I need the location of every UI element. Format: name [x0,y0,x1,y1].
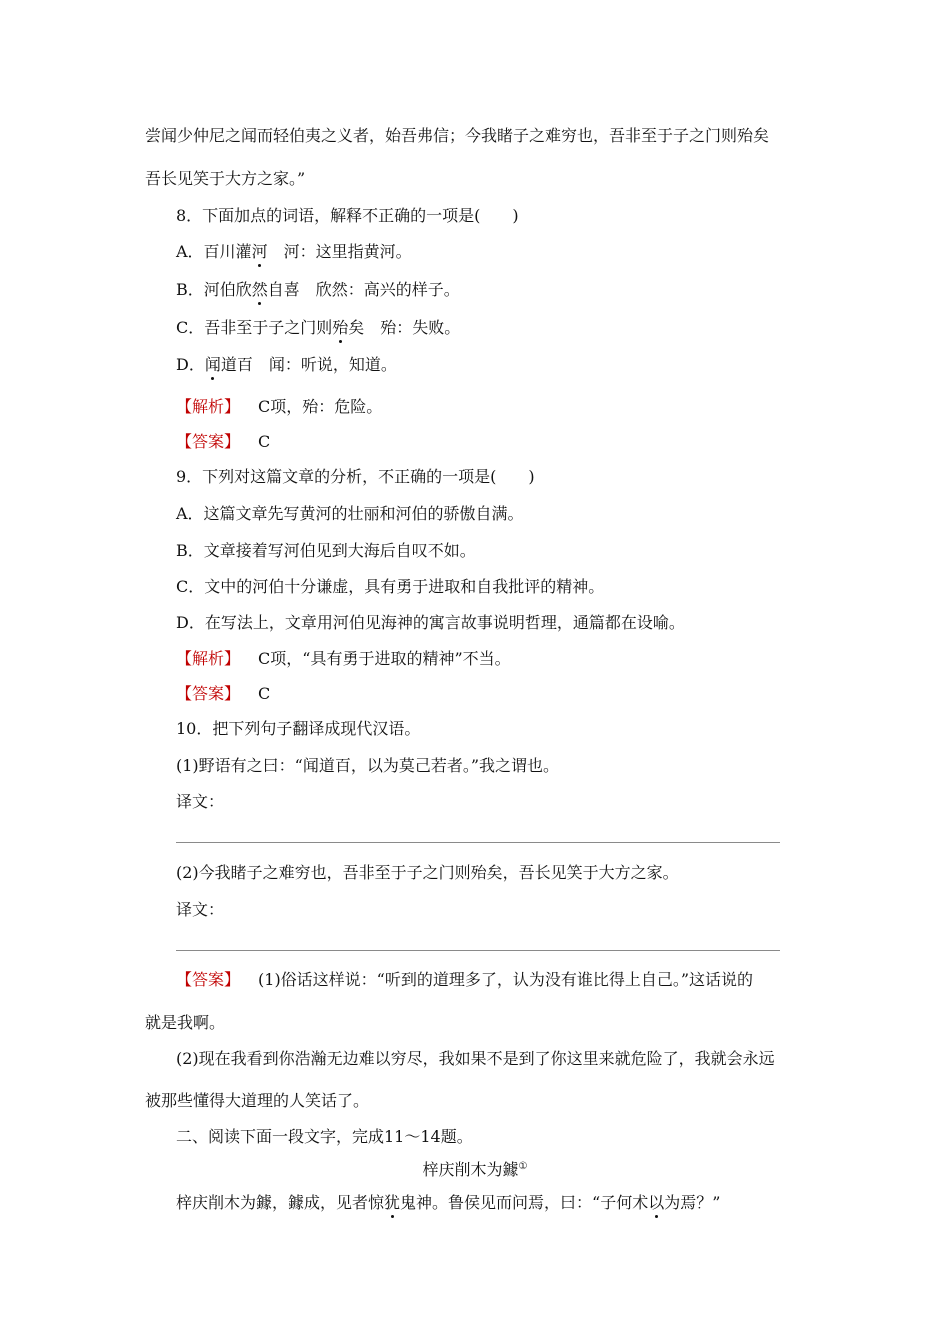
passage-text-3: 为焉？” [664,1193,721,1212]
q8-option-a [176,242,412,262]
q8-b-dotted-word: 然 [251,280,268,299]
q10-answer-line-2 [176,950,780,951]
q8-option-b [176,280,460,300]
q8-d-dotted-word: 闻 [204,355,221,374]
answer-tag: 【答案】 [176,432,241,451]
analysis-tag: 【解析】 [176,397,241,416]
q8-answer-text: C [258,432,271,451]
passage-dotted-word-1: 犹 [384,1193,401,1212]
intro-line-1: 尝闻少仲尼之闻而轻伯夷之义者，始吾弗信；今我睹子之难穷也，吾非至于子之门则殆矣 [145,126,770,145]
q9-stem: 9．下列对这篇文章的分析，不正确的一项是( ) [176,467,535,486]
q8-c-dotted-word: 殆 [332,318,349,337]
q10-stem: 10．把下列句子翻译成现代汉语。 [176,719,421,738]
q8-a-text: A．百川灌 [176,242,252,261]
q10-translation-label-2: 译文： [176,900,225,919]
q10-translation-label-1: 译文： [176,792,225,811]
q9-option-b: B．文章接着写河伯见到大海后自叹不如。 [176,541,476,560]
passage-title-text: 梓庆削木为鐻 [422,1160,519,1179]
q8-analysis [176,397,382,417]
intro-line-2: 吾长见笑于大方之家。” [145,169,306,188]
q10-sentence-2: (2)今我睹子之难穷也，吾非至于子之门则殆矣，吾长见笑于大方之家。 [176,863,679,882]
footnote-marker: ① [518,1161,528,1172]
q10-answer-1a-text: (1)俗话这样说：“听到的道理多了，认为没有谁比得上自己。”这话说的 [258,970,754,989]
q8-d-text: D． [176,355,205,374]
q8-option-c [176,318,460,338]
q8-option-d [176,355,397,375]
passage-text-1: 梓庆削木为鐻，鐻成，见者惊 [176,1193,385,1212]
q8-b-text: B．河伯欣 [176,280,252,299]
q8-a-dotted-word: 河 [251,242,268,261]
q8-d-gloss: 道百 闻：听说，知道。 [220,355,397,374]
q10-answer-2b: 被那些懂得大道理的人笑话了。 [145,1091,370,1110]
q10-sentence-1: (1)野语有之曰：“闻道百，以为莫己若者。”我之谓也。 [176,756,560,775]
passage-text-2: 鬼神。鲁侯见而问焉，曰：“子何术 [400,1193,649,1212]
q8-stem: 8．下面加点的词语，解释不正确的一项是( ) [176,206,519,225]
q9-analysis [176,649,511,669]
q8-analysis-text: C项，殆：危险。 [258,397,383,416]
q10-answer-1b: 就是我啊。 [145,1013,226,1032]
q9-option-c: C．文中的河伯十分谦虚，具有勇于进取和自我批评的精神。 [176,577,605,596]
answer-tag: 【答案】 [176,970,241,989]
passage-title [0,1160,950,1180]
q8-c-gloss: 矣 殆：失败。 [348,318,461,337]
q8-b-gloss: 自喜 欣然：高兴的样子。 [267,280,460,299]
section2-heading: 二、阅读下面一段文字，完成11～14题。 [176,1127,473,1146]
q9-option-a: A．这篇文章先写黄河的壮丽和河伯的骄傲自满。 [176,504,524,523]
answer-tag: 【答案】 [176,684,241,703]
q8-a-gloss: 河：这里指黄河。 [267,242,412,261]
passage-dotted-word-2: 以 [648,1193,665,1212]
q10-answer-2a: (2)现在我看到你浩瀚无边难以穷尽，我如果不是到了你这里来就危险了，我就会永远 [176,1049,775,1068]
passage-line-1 [176,1193,720,1213]
q9-analysis-text: C项，“具有勇于进取的精神”不当。 [258,649,511,668]
q8-answer [176,432,270,452]
q8-c-text: C．吾非至于子之门则 [176,318,333,337]
q9-option-d: D．在写法上，文章用河伯见海神的寓言故事说明哲理，通篇都在设喻。 [176,613,685,632]
q9-answer-text: C [258,684,271,703]
analysis-tag: 【解析】 [176,649,241,668]
q10-answer-line-1 [176,842,780,843]
q9-answer [176,684,270,704]
q10-answer-1a [176,970,753,990]
